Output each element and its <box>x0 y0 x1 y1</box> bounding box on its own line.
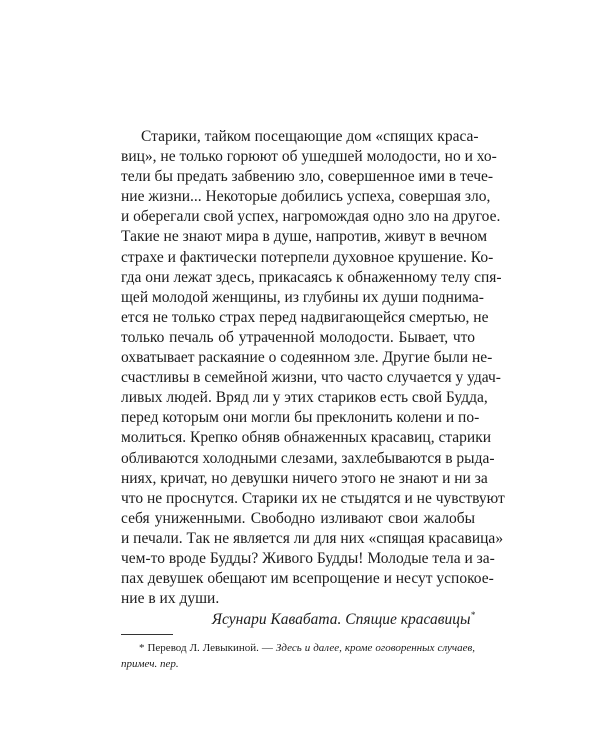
footnote-mark: * <box>139 642 145 654</box>
epigraph-line: что не проснутся. Старики их не стыдятся и не чувствуют <box>121 489 505 507</box>
epigraph-line: ниях, кричат, но девушки ничего этого не знают и ни за <box>121 469 488 487</box>
footnote-divider <box>121 634 173 635</box>
footnote-italic-text: Здесь и далее, кроме оговоренных случаев, <box>275 642 476 654</box>
epigraph-line: чем-то вроде Будды? Живого Будды! Молодые тела и за- <box>121 549 495 567</box>
epigraph-line: счастливы в семейной жизни, что часто случается у удач- <box>121 369 501 387</box>
epigraph-line: Такие не знают мира в душе, напротив, живут в вечном <box>121 228 488 246</box>
epigraph-attribution <box>121 610 475 630</box>
epigraph-line: ется не только страх перед надвигающейся смертью, не <box>121 308 489 326</box>
epigraph-line: тели бы предать забвению зло, совершенное ими в тече- <box>121 168 494 186</box>
epigraph-line: себя униженными. Свободно изливают свои жалобы <box>121 509 475 527</box>
epigraph <box>121 127 505 630</box>
footnote-line: примеч. пер. <box>121 658 179 670</box>
attribution-text: Ясунари Кавабата. Спящие красавицы <box>211 611 471 629</box>
epigraph-line: виц», не только горюют об ушедшей молодости, но и хо- <box>121 148 497 166</box>
epigraph-line: ливых людей. Вряд ли у этих стариков есть свой Будда, <box>121 389 488 407</box>
epigraph-line: перед которым они могли бы преклонить колени и по- <box>121 409 480 427</box>
footnote <box>121 640 475 672</box>
epigraph-line: и печали. Так не является ли для них «спящая красавица» <box>121 529 504 547</box>
epigraph-line: страхе и фактически потерпели духовное крушение. Ко- <box>121 248 494 266</box>
epigraph-line: щей молодой женщины, из глубины их души поднима- <box>121 288 484 306</box>
footnote-line <box>121 640 475 656</box>
epigraph-text <box>121 127 505 609</box>
epigraph-line: только печаль об утраченной молодости. Бывает, что <box>121 328 475 346</box>
epigraph-line: и оберегали свой успех, нагромождая одно зло на другое. <box>121 208 501 226</box>
epigraph-line: Старики, тайком посещающие дом «спящих краса- <box>141 128 479 145</box>
epigraph-line: обливаются холодными слезами, захлебываются в рыда- <box>121 449 495 467</box>
footnote-reference-mark: * <box>470 610 475 621</box>
epigraph-line: ние в их души. <box>121 590 220 608</box>
epigraph-line: охватывает раскаяние о содеянном зле. Другие были не- <box>121 349 493 367</box>
epigraph-line: ние жизни... Некоторые добились успеха, совершая зло, <box>121 188 491 206</box>
epigraph-line: гда они лежат здесь, прикасаясь к обнаженному телу спя- <box>121 268 502 286</box>
epigraph-line: молиться. Крепко обняв обнаженных красавиц, старики <box>121 429 492 447</box>
footnote-plain-text: Перевод Л. Левыкиной. — <box>147 642 273 654</box>
epigraph-line: пах девушек обещают им всепрощение и несут успокое- <box>121 570 494 588</box>
